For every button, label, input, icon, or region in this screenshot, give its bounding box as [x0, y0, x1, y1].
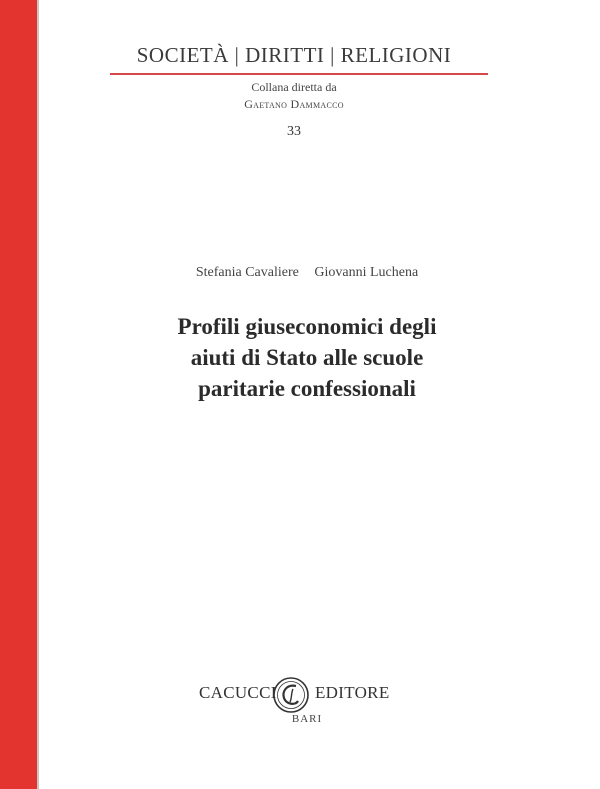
band-edge — [37, 0, 39, 789]
authors — [100, 265, 514, 281]
book-title-line-1: Profili giuseconomici degli — [177, 314, 437, 339]
red-spine-band — [0, 0, 37, 789]
curator-name: Gaetano Dammacco — [244, 97, 344, 111]
series-title: SOCIETÀ | DIRITTI | RELIGIONI — [136, 43, 452, 67]
curator-label: Collana diretta da — [251, 80, 337, 94]
publisher-city: BARI — [291, 713, 323, 725]
author-1: Stefania Cavaliere — [195, 265, 299, 280]
book-title — [100, 311, 514, 404]
book-title-line-3: paritarie confessionali — [198, 376, 416, 401]
author-2: Giovanni Luchena — [314, 265, 419, 280]
publisher-name-right: EDITORE — [315, 683, 390, 702]
publisher-name-left: CACUCCI — [199, 683, 277, 702]
publisher-mark — [180, 671, 420, 711]
series-divider — [110, 73, 488, 75]
book-title-line-2: aiuti di Stato alle scuole — [190, 345, 424, 370]
publisher-logo-icon — [271, 675, 311, 715]
series-number: 33 — [287, 124, 301, 139]
